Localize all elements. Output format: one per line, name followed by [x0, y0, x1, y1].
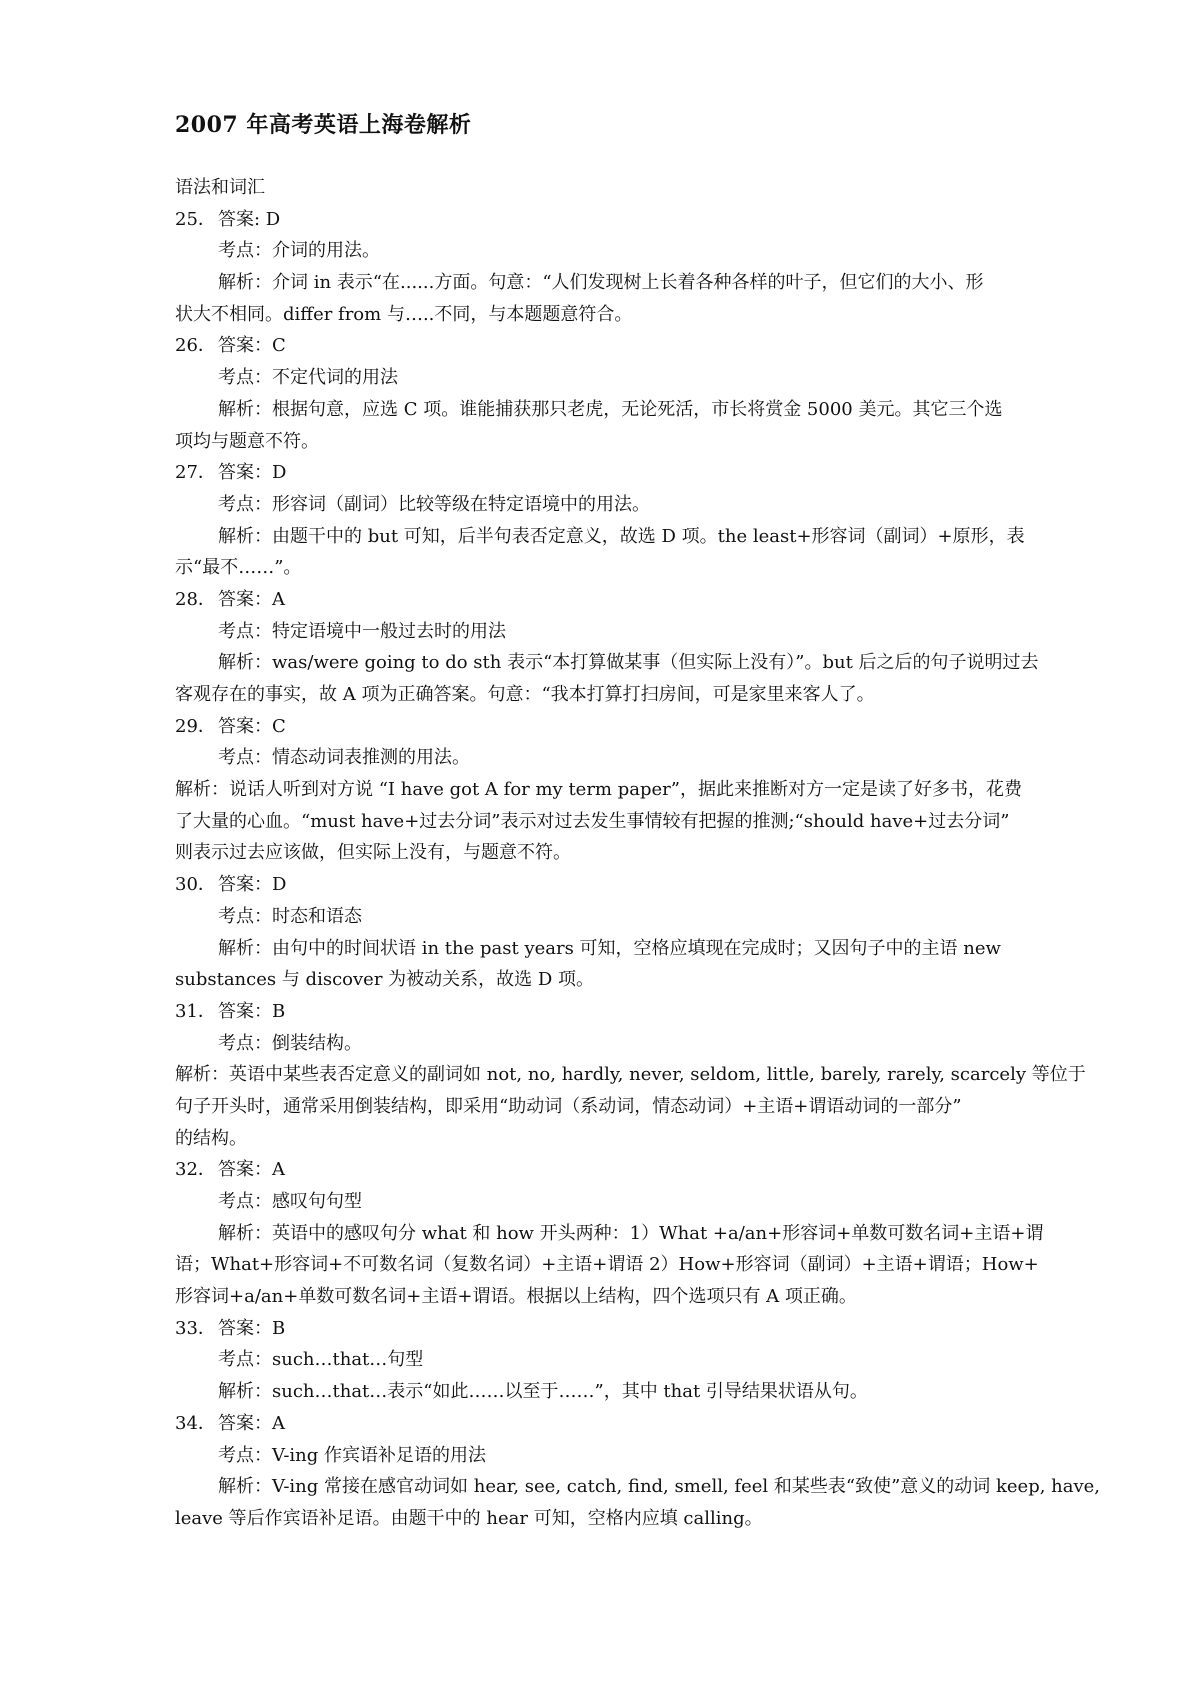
test-point: 考点：时态和语态 [218, 905, 362, 927]
answer-item [175, 711, 1135, 869]
answer-text: 答案：A [218, 1412, 285, 1434]
answer-line [175, 457, 1135, 489]
answer-text: 答案：C [218, 715, 286, 737]
answer-line [175, 584, 1135, 616]
answer-item [175, 869, 1135, 996]
analysis-line: 解析：英语中的感叹句分 what 和 how 开头两种：1）What +a/an+形容词+单数可数名词+主语+谓 [218, 1222, 1044, 1244]
answer-line [175, 204, 1135, 236]
answer-text: 答案: D [218, 208, 281, 230]
test-point: 考点：V-ing 作宾语补足语的用法 [218, 1444, 487, 1466]
analysis-line: 状大不相同。differ from 与…..不同，与本题题意符合。 [175, 303, 633, 325]
answer-item [175, 1154, 1135, 1312]
analysis-line: 的结构。 [175, 1127, 247, 1149]
analysis-line: 解析：根据句意，应选 C 项。谁能捕获那只老虎，无论死活，市长将赏金 5000 美元。其它三个选 [218, 398, 1003, 420]
answer-line [175, 1154, 1135, 1186]
answer-text: 答案：A [218, 1159, 285, 1181]
document-title: 2007 年高考英语上海卷解析 [175, 112, 472, 138]
test-point: 考点：感叹句句型 [218, 1191, 362, 1212]
analysis-line: 解析：说话人听到对方说 “I have got A for my term paper”，据此来推断对方一定是读了好多书，花费 [175, 779, 1022, 801]
answer-text: 答案：A [218, 588, 285, 610]
answer-line [175, 330, 1135, 362]
analysis-line: 句子开头时，通常采用倒装结构，即采用“助动词（系动词，情态动词）+主语+谓语动词的一部分” [175, 1095, 962, 1117]
analysis-line: 解析：was/were going to do sth 表示“本打算做某事（但实际上没有）”。but 后之后的句子说明过去 [218, 652, 1039, 674]
analysis-line: 示“最不……”。 [175, 557, 302, 579]
question-number: 34． [175, 1412, 216, 1434]
question-number: 32． [175, 1159, 216, 1181]
question-number: 30． [175, 874, 216, 896]
test-point: 考点：特定语境中一般过去时的用法 [218, 620, 506, 642]
test-point: 考点：介词的用法。 [218, 240, 380, 262]
question-number: 26． [175, 335, 216, 357]
analysis-line: 项均与题意不符。 [175, 430, 319, 452]
answer-text: 答案：D [218, 874, 287, 896]
answer-item [175, 584, 1135, 711]
answer-item [175, 457, 1135, 584]
test-point: 考点：形容词（副词）比较等级在特定语境中的用法。 [218, 493, 650, 515]
answer-text: 答案：B [218, 1317, 286, 1339]
answer-item [175, 204, 1135, 331]
analysis-line: 了大量的心血。“must have+过去分词”表示对过去发生事情较有把握的推测;“should have+过去分词” [175, 810, 1010, 832]
analysis-line: 解析：由句中的时间状语 in the past years 可知，空格应填现在完成时；又因句子中的主语 new [218, 937, 1001, 959]
answer-text: 答案：B [218, 1000, 286, 1022]
test-point: 考点：such…that…句型 [218, 1349, 424, 1371]
question-number: 27． [175, 462, 216, 484]
test-point: 考点：倒装结构。 [218, 1032, 362, 1054]
answer-line [175, 1313, 1135, 1345]
question-number: 25． [175, 208, 216, 230]
section-heading: 语法和词汇 [175, 177, 265, 198]
answer-text: 答案：C [218, 335, 286, 357]
analysis-line: 语；What+形容词+不可数名词（复数名词）+主语+谓语 2）How+形容词（副词）+主语+谓语；How+ [175, 1254, 1039, 1276]
answer-text: 答案：D [218, 462, 287, 484]
answer-line [175, 1408, 1135, 1440]
question-number: 28． [175, 588, 216, 610]
document-body [175, 172, 1135, 1535]
test-point: 考点：情态动词表推测的用法。 [218, 747, 470, 769]
analysis-line: 解析：such…that…表示“如此……以至于……”，其中 that 引导结果状语从句。 [218, 1381, 868, 1403]
answer-item [175, 330, 1135, 457]
question-number: 29． [175, 715, 216, 737]
answer-item [175, 996, 1135, 1154]
answer-item [175, 1408, 1135, 1535]
analysis-line: 解析：由题干中的 but 可知，后半句表否定意义，故选 D 项。the least+形容词（副词）+原形，表 [218, 525, 1025, 547]
answer-line [175, 996, 1135, 1028]
analysis-line: leave 等后作宾语补足语。由题干中的 hear 可知，空格内应填 calling。 [175, 1507, 763, 1529]
question-number: 31． [175, 1000, 216, 1022]
analysis-line: 解析：英语中某些表否定意义的副词如 not, no, hardly, never, seldom, little, barely, rarely, scarcely 等位于 [175, 1064, 1086, 1086]
answer-line [175, 711, 1135, 743]
answer-item [175, 1313, 1135, 1408]
analysis-line: substances 与 discover 为被动关系，故选 D 项。 [175, 969, 595, 991]
answer-line [175, 869, 1135, 901]
analysis-line: 解析：介词 in 表示“在......方面。句意：“人们发现树上长着各种各样的叶子，但它们的大小、形 [218, 272, 984, 294]
analysis-line: 则表示过去应该做，但实际上没有，与题意不符。 [175, 842, 571, 864]
analysis-line: 解析：V-ing 常接在感官动词如 hear, see, catch, find, smell, feel 和某些表“致使”意义的动词 keep, have, [218, 1476, 1101, 1498]
analysis-line: 形容词+a/an+单数可数名词+主语+谓语。根据以上结构，四个选项只有 A 项正确。 [175, 1286, 857, 1308]
question-number: 33． [175, 1317, 216, 1339]
test-point: 考点：不定代词的用法 [218, 367, 398, 389]
analysis-line: 客观存在的事实，故 A 项为正确答案。句意：“我本打算打扫房间，可是家里来客人了。 [175, 684, 875, 705]
